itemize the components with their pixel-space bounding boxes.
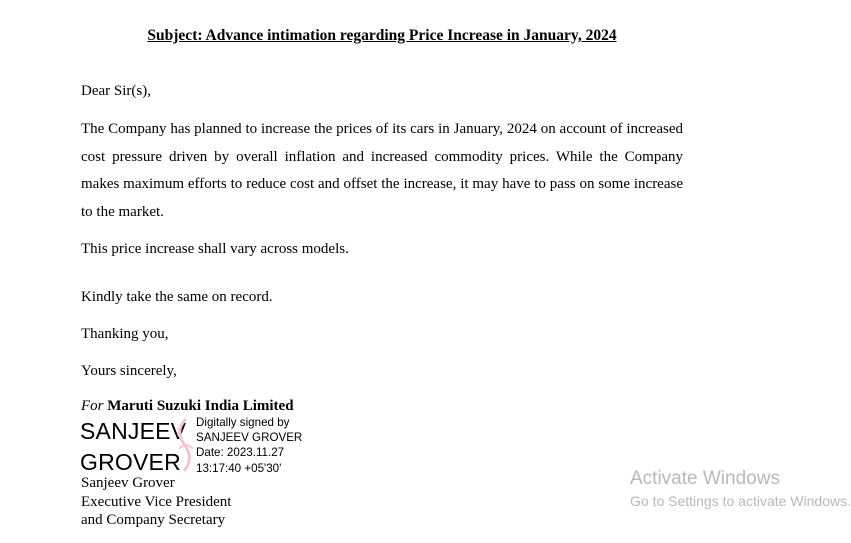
signer-first-name: SANJEEV — [80, 418, 187, 444]
subject-text: : Advance intimation regarding Price Increase in January, 2024 — [197, 27, 617, 44]
digital-signature-details — [196, 415, 302, 476]
watermark-subtitle: Go to Settings to activate Windows. — [630, 493, 851, 509]
company-line — [81, 398, 294, 415]
signatory-title-2: and Company Secretary — [81, 512, 226, 528]
subject-label: Subject — [147, 27, 198, 44]
subject-line — [0, 27, 764, 45]
signatory-block — [81, 474, 231, 530]
digital-signature-mark — [172, 418, 198, 472]
thanks-line: Thanking you, — [81, 326, 169, 342]
for-label: For — [81, 398, 104, 414]
signatory-name: Sanjeev Grover — [81, 475, 175, 491]
digital-sign-date: Date: 2023.11.27 — [196, 446, 285, 460]
digital-signer-name: SANJEEV GROVER — [196, 431, 303, 445]
greeting: Dear Sir(s), — [81, 83, 151, 99]
watermark-title: Activate Windows — [630, 468, 780, 489]
digital-signed-by: Digitally signed by — [196, 416, 290, 429]
record-request: Kindly take the same on record. — [81, 289, 273, 305]
activation-watermark — [630, 468, 851, 512]
signatory-title-1: Executive Vice President — [81, 493, 232, 510]
company-name: Maruti Suzuki India Limited — [107, 398, 294, 414]
variation-note: This price increase shall vary across models. — [81, 241, 349, 257]
body-paragraph: The Company has planned to increase the prices of its cars in January, 2024 on account of increased cost pressure driven by overall inflation and increased commodity prices. While the Company makes maximum efforts to reduce cost and offset the increase, it may have to pass on some increase to the market. — [81, 121, 683, 220]
closing-line: Yours sincerely, — [81, 363, 177, 379]
signer-last-name: GROVER — [80, 449, 181, 475]
digital-sign-time: 13:17:40 +05'30' — [196, 461, 282, 475]
